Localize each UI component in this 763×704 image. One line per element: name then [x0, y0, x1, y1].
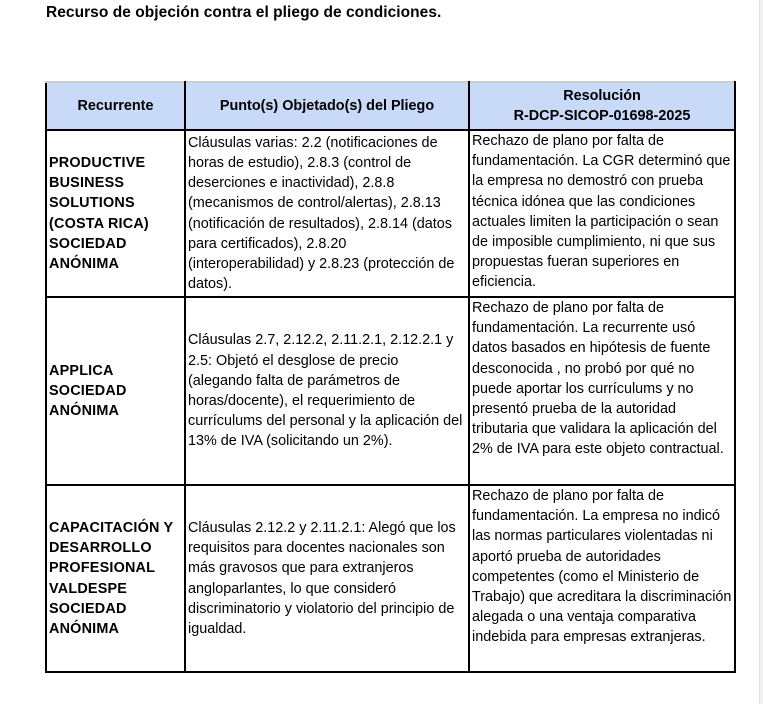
table-header-row	[46, 82, 735, 130]
cell-puntos-objetados: Cláusulas varias: 2.2 (notificaciones de horas de estudio), 2.8.3 (control de deserciones e inactividad), 2.8.8 (mecanismos de control/alertas), 2.8.13 (notificación de resultados), 2.8.14 (datos para certificados), 2.8.20 (interoperabilidad) y 2.8.23 (protección de datos).	[185, 130, 469, 297]
side-panel-edge	[759, 0, 763, 704]
cell-recurrente: PRODUCTIVE BUSINESS SOLUTIONS (COSTA RICA) SOCIEDAD ANÓNIMA	[46, 130, 185, 297]
header-resolucion-label: Resolución	[563, 87, 641, 104]
table-row	[46, 485, 735, 672]
header-recurrente: Recurrente	[46, 82, 185, 130]
header-puntos-objetados: Punto(s) Objetado(s) del Pliego	[185, 82, 469, 130]
cell-resolucion: Rechazo de plano por falta de fundamentación. La recurrente usó datos basados en hipótesis de fuente desconocida , no probó por qué no puede aportar los currículums y no presentó prueba de la autoridad tributaria que validara la aplicación del 2% de IVA para este objeto contractual.	[469, 297, 735, 485]
cell-recurrente: APPLICA SOCIEDAD ANÓNIMA	[46, 297, 185, 485]
cell-resolucion: Rechazo de plano por falta de fundamentación. La empresa no indicó las normas particulares violentadas ni aportó prueba de autoridades competentes (como el Ministerio de Trabajo) que acreditara la discriminación alegada o una ventaja comparativa indebida para empresas extranjeras.	[469, 485, 735, 672]
objections-table	[45, 81, 736, 673]
table-row	[46, 297, 735, 485]
cell-puntos-objetados: Cláusulas 2.7, 2.12.2, 2.11.2.1, 2.12.2.1 y 2.5: Objetó el desglose de precio (alegando falta de parámetros de horas/docente), el requerimiento de currículums del personal y la aplicación del 13% de IVA (solicitando un 2%).	[185, 297, 469, 485]
header-resolucion	[469, 82, 735, 130]
cell-resolucion: Rechazo de plano por falta de fundamentación. La CGR determinó que la empresa no demostró con prueba técnica idónea que las condiciones actuales limiten la participación o sean de imposible cumplimiento, ni que sus propuestas fueran superiores en eficiencia.	[469, 130, 735, 297]
cell-puntos-objetados: Cláusulas 2.12.2 y 2.11.2.1: Alegó que los requisitos para docentes nacionales son más gravosos que para extranjeros angloparlantes, lo que consideró discriminatorio y violatorio del principio de igualdad.	[185, 485, 469, 672]
cell-recurrente: CAPACITACIÓN Y DESARROLLO PROFESIONAL VALDESPE SOCIEDAD ANÓNIMA	[46, 485, 185, 672]
table-row	[46, 130, 735, 297]
document-title: Recurso de objeción contra el pliego de condiciones.	[46, 4, 442, 21]
header-resolucion-code: R-DCP-SICOP-01698-2025	[513, 108, 691, 124]
